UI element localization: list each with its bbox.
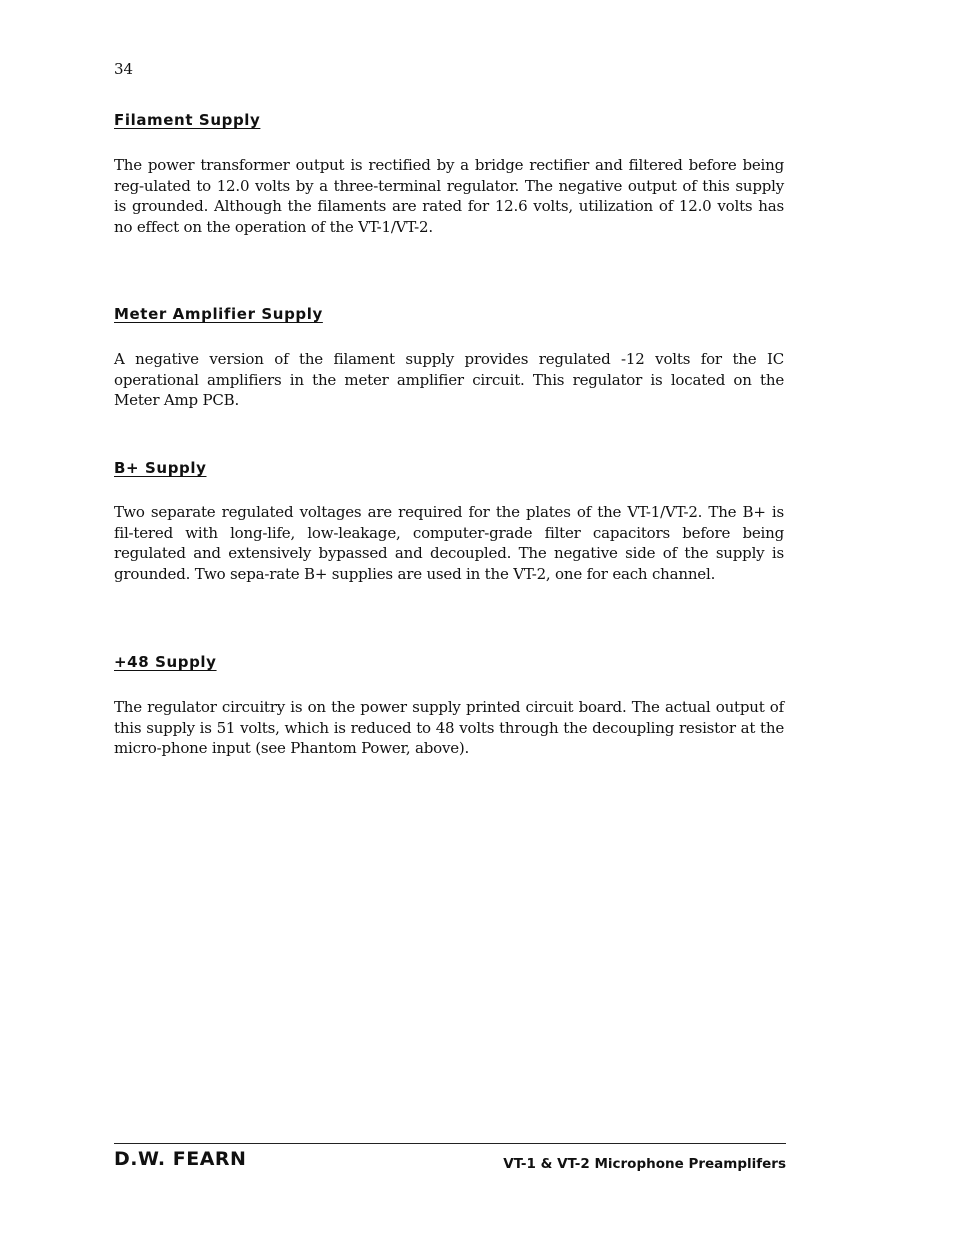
section-heading-b-plus-supply: B+ Supply [114, 459, 207, 477]
footer-brand: D.W. FEARN [114, 1148, 247, 1170]
section-body-filament-supply: The power transformer output is rectified by a bridge rectifier and filtered before being reg-ulated to 12.0 volts by a three-terminal regulator. The negative output of this supply is grounded. Although the filaments are rated for 12.6 volts, utilization of 12.0 volts has no effect on the operation of the VT-1/VT-2. [114, 156, 784, 236]
section-heading-meter-amplifier-supply: Meter Amplifier Supply [114, 305, 323, 323]
section-body-meter-amplifier-supply: A negative version of the filament supply provides regulated -12 volts for the IC operational amplifiers in the meter amplifier circuit. This regulator is located on the Meter Amp PCB. [114, 350, 784, 410]
page-number: 34 [114, 60, 134, 78]
section-body-48-supply: The regulator circuitry is on the power supply printed circuit board. The actual output of this supply is 51 volts, which is reduced to 48 volts through the decoupling resistor at the micro-phone input (see Phantom Power, above). [114, 698, 784, 758]
footer-document-title: VT-1 & VT-2 Microphone Preamplifers [503, 1156, 786, 1172]
footer-divider [114, 1143, 786, 1144]
section-heading-48-supply: +48 Supply [114, 653, 217, 671]
section-body-b-plus-supply: Two separate regulated voltages are required for the plates of the VT-1/VT-2. The B+ is fil-tered with long-life, low-leakage, computer-grade filter capacitors before being regulated and extensively bypassed and decoupled. The negative side of the supply is grounded. Two sepa-rate B+ supplies are used in the VT-2, one for each channel. [114, 503, 784, 583]
section-heading-filament-supply: Filament Supply [114, 111, 261, 129]
